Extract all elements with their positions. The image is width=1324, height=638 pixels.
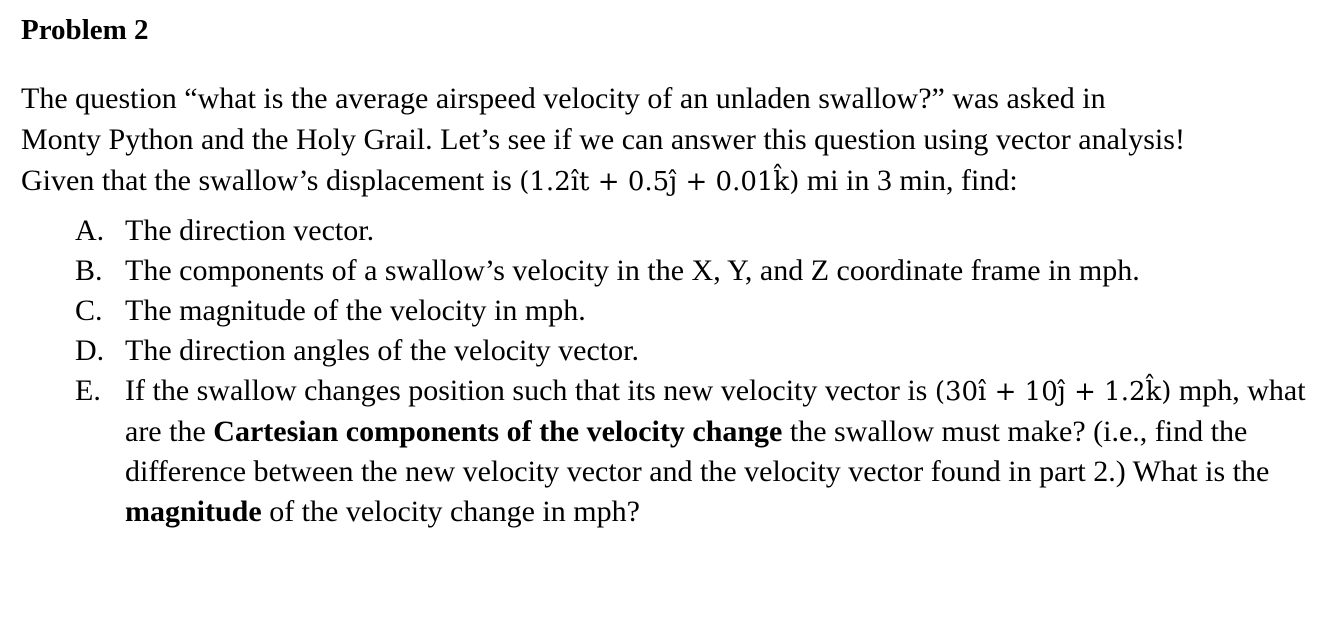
intro-given-suffix: mi in 3 min, find:: [799, 164, 1018, 197]
part-text: The direction vector.: [125, 214, 375, 247]
part-letter: A.: [75, 214, 105, 247]
part-e-text-2: mph, what are the: [125, 374, 1306, 448]
part-text: The components of a swallow’s velocity in the X, Y, and Z coordinate frame in mph.: [125, 254, 1140, 287]
part-text: [125, 371, 1311, 532]
part-text: The direction angles of the velocity vector.: [125, 334, 639, 367]
part-e-bold-2: magnitude: [125, 495, 262, 528]
problem-intro: [21, 78, 1311, 203]
part-c: [21, 291, 1311, 331]
part-text: The magnitude of the velocity in mph.: [125, 294, 586, 327]
part-letter: C.: [75, 294, 103, 327]
problem-page: [21, 10, 1311, 532]
displacement-vector: (1.2ît + 0.5ĵ + 0.01k̂): [519, 167, 800, 197]
part-letter: D.: [75, 334, 105, 367]
part-e-text-3: the swallow must make? (i.e., find the difference between the new velocity vector and the velocity vector found in part 2.) What is the: [125, 415, 1270, 488]
intro-given-prefix: Given that the swallow’s displacement is: [21, 164, 520, 197]
part-letter: E.: [75, 374, 101, 407]
intro-line-2: Monty Python and the Holy Grail. Let’s see if we can answer this question using vector analysis!: [21, 123, 1185, 156]
part-e-text-4: of the velocity change in mph?: [261, 495, 640, 528]
part-e: [21, 371, 1311, 532]
parts-list: [21, 211, 1311, 532]
intro-line-1: The question “what is the average airspeed velocity of an unladen swallow?” was asked in: [21, 82, 1106, 115]
part-e-bold-1: Cartesian components of the velocity change: [213, 415, 783, 448]
part-b: [21, 251, 1311, 291]
problem-title: Problem 2: [21, 14, 149, 46]
new-velocity-vector: (30î + 10ĵ + 1.2k̂): [934, 377, 1172, 407]
part-a: [21, 211, 1311, 251]
part-d: [21, 331, 1311, 371]
part-letter: B.: [75, 254, 103, 287]
part-e-text-1: If the swallow changes position such that its new velocity vector is: [125, 374, 935, 407]
